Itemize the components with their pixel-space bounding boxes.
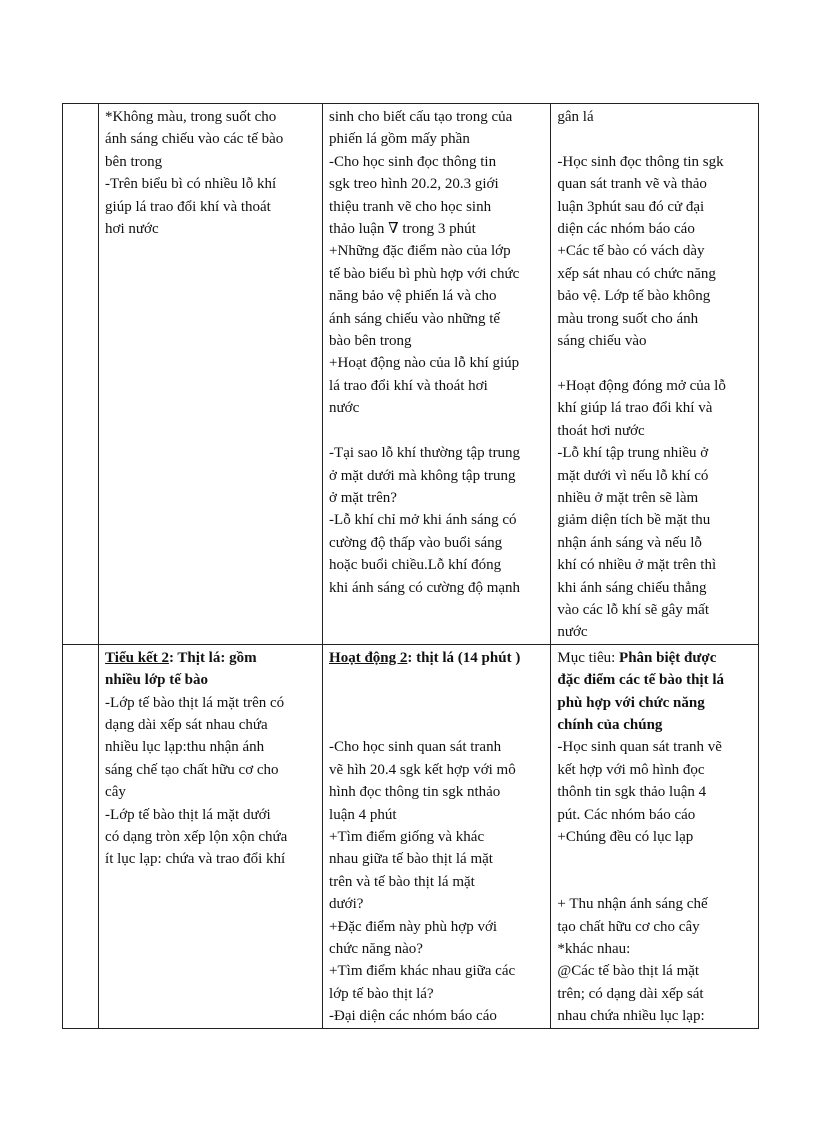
text-line [329, 420, 544, 442]
text-line: hình đọc thông tin sgk nthảo [329, 784, 501, 801]
text-line: có dạng tròn xếp lộn xộn chứa [105, 829, 288, 845]
text-line: +Tìm điểm giống và khác [329, 829, 485, 845]
text-line: ở mặt trên? [329, 489, 397, 506]
summary-heading-line2: nhiều lớp tế bào [105, 672, 208, 689]
text-line [557, 352, 752, 374]
text-line: quan sát tranh vẽ và thảo [557, 176, 707, 193]
row1-empty-cell [63, 104, 99, 645]
text-line: sáng chế tạo chất hữu cơ cho [105, 761, 279, 778]
text-line: -Cho học sinh đọc thông tin [329, 153, 497, 170]
text-line: kết hợp với mô hình đọc [557, 761, 705, 778]
text-line: cường độ thấp vào buổi sáng [329, 534, 503, 551]
text-line: lớp tế bào thịt lá? [329, 985, 434, 1002]
text-line: khí có nhiều ở mặt trên thì [557, 557, 717, 574]
text-line: +Các tế bào có vách dày [557, 243, 705, 260]
activity-body [329, 669, 544, 1028]
text-line: hơi nước [105, 221, 159, 238]
text-line: dưới? [329, 896, 364, 913]
text-line: bảo vệ. Lớp tế bào không [557, 288, 711, 305]
row2-empty-cell [63, 644, 99, 1028]
text-line: trên; có dạng dài xếp sát [557, 985, 704, 1002]
row1-student-activity-cell [551, 104, 759, 645]
text-line: -Lớp tế bào thịt lá mặt dưới [105, 806, 271, 823]
text-line: thiệu tranh vẽ cho học sinh [329, 198, 492, 215]
text-line: vào các lỗ khí sẽ gây mất [557, 601, 709, 618]
summary-body [105, 692, 316, 871]
text-line: sinh cho biết cấu tạo trong của [329, 109, 513, 125]
text-line [329, 692, 544, 714]
text-line: sáng chiếu vào [557, 333, 647, 350]
text-line [557, 848, 752, 870]
text-line: trên và tế bào thịt lá mặt [329, 873, 475, 890]
text-line [557, 128, 752, 150]
text-line: sgk treo hình 20.2, 20.3 giới [329, 176, 499, 193]
text-line: nước [329, 400, 360, 417]
text-line: bào bên trong [329, 333, 412, 350]
text-line: khi ánh sáng chiếu thẳng [557, 579, 707, 596]
text-line: -Học sinh quan sát tranh vẽ [557, 739, 722, 756]
text-line: hoặc buổi chiều.Lỗ khí đóng [329, 557, 502, 574]
text-line: *Không màu, trong suốt cho [105, 109, 277, 125]
objective-heading: Mục tiêu: Phân biệt được [557, 649, 717, 666]
text-line: thảo luận ∇ trong 3 phút [329, 221, 476, 238]
text-line: thônh tin sgk thảo luận 4 [557, 784, 707, 801]
objective-body [557, 669, 752, 736]
text-line: khí giúp lá trao đổi khí và [557, 400, 713, 417]
text-line: mặt dưới vì nếu lỗ khí có [557, 467, 709, 484]
text-line: ánh sáng chiếu vào các tế bào [105, 131, 284, 148]
text-line: +Hoạt động nào của lỗ khí giúp [329, 355, 520, 372]
student-activity-body [557, 736, 752, 1027]
text-line: vẽ hìh 20.4 sgk kết hợp với mô [329, 761, 516, 778]
text-line: khi ánh sáng có cường độ mạnh [329, 579, 521, 596]
text-line: đặc điểm các tế bào thịt lá [557, 672, 725, 689]
text-line: xếp sát nhau có chức năng [557, 265, 716, 282]
text-line: +Hoạt động đóng mở của lỗ [557, 377, 726, 394]
text-line: +Chúng đều có lục lạp [557, 829, 694, 845]
text-line: -Lỗ khí tập trung nhiều ở [557, 445, 709, 462]
text-line: gân lá [557, 109, 594, 125]
text-line: chính của chúng [557, 716, 663, 733]
text-line: giảm diện tích bề mặt thu [557, 512, 711, 529]
text-line: -Đại diện các nhóm báo cáo [329, 1008, 497, 1025]
summary-heading: Tiểu kết 2: Thịt lá: gồm [105, 649, 257, 666]
text-line: tạo chất hữu cơ cho cây [557, 918, 700, 935]
row2-student-activity-cell [551, 644, 759, 1028]
table-row [63, 644, 759, 1028]
text-line: nhiều ở mặt trên sẽ làm [557, 489, 699, 506]
text-line: -Lớp tế bào thịt lá mặt trên có [105, 694, 285, 711]
text-line: +Tìm điểm khác nhau giữa các [329, 963, 516, 980]
text-line: nhau chứa nhiều lục lạp: [557, 1008, 705, 1025]
text-line: ở mặt dưới mà không tập trung [329, 467, 516, 484]
text-line: tế bào biểu bì phù hợp với chức [329, 265, 520, 282]
table-row [63, 104, 759, 645]
text-line: lá trao đổi khí và thoát hơi [329, 377, 488, 394]
text-line: ít lục lạp: chứa và trao đổi khí [105, 851, 286, 868]
text-line: diện các nhóm báo cáo [557, 221, 695, 238]
text-line: -Học sinh đọc thông tin sgk [557, 153, 724, 170]
row2-content-cell [99, 644, 323, 1028]
text-line [557, 871, 752, 893]
text-line: nhau giữa tế bào thịt lá mặt [329, 851, 493, 868]
text-line: năng bảo vệ phiến lá và cho [329, 288, 497, 305]
text-line: -Cho học sinh quan sát tranh [329, 739, 502, 756]
text-line: nhận ánh sáng và nếu lỗ [557, 534, 702, 551]
row1-teacher-activity-cell [323, 104, 551, 645]
text-line: +Những đặc điểm nào của lớp [329, 243, 511, 260]
text-line: *khác nhau: [557, 941, 631, 958]
text-line: bên trong [105, 153, 163, 170]
text-line: +Đặc điểm này phù hợp với [329, 918, 498, 935]
text-line: chức năng nào? [329, 941, 423, 958]
text-line: ánh sáng chiếu vào những tế [329, 310, 501, 327]
text-line: -Tại sao lỗ khí thường tập trung [329, 445, 521, 462]
text-line: giúp lá trao đổi khí và thoát [105, 198, 271, 215]
lesson-plan-table [62, 103, 759, 1029]
text-line: @Các tế bào thịt lá mặt [557, 963, 700, 980]
text-line: nước [557, 624, 588, 641]
row2-teacher-activity-cell [323, 644, 551, 1028]
row1-content-cell [99, 104, 323, 645]
text-line: nhiều lục lạp:thu nhận ánh [105, 739, 265, 756]
text-line: + Thu nhận ánh sáng chế [557, 896, 708, 913]
text-line: -Lỗ khí chỉ mở khi ánh sáng có [329, 512, 517, 529]
text-line: thoát hơi nước [557, 422, 645, 439]
text-line [329, 669, 544, 691]
text-line: pút. Các nhóm báo cáo [557, 806, 696, 823]
text-line: cây [105, 784, 126, 801]
text-line: phiến lá gồm mấy phần [329, 131, 470, 148]
text-line: dạng dài xếp sát nhau chứa [105, 716, 268, 733]
text-line: màu trong suốt cho ánh [557, 310, 699, 327]
text-line: luận 4 phút [329, 806, 397, 823]
text-line: luận 3phút sau đó cử đại [557, 198, 705, 215]
activity-heading: Hoạt động 2: thịt lá (14 phút ) [329, 649, 521, 666]
text-line: -Trên biểu bì có nhiều lỗ khí [105, 176, 277, 193]
text-line [329, 714, 544, 736]
text-line: phù hợp với chức năng [557, 694, 705, 711]
